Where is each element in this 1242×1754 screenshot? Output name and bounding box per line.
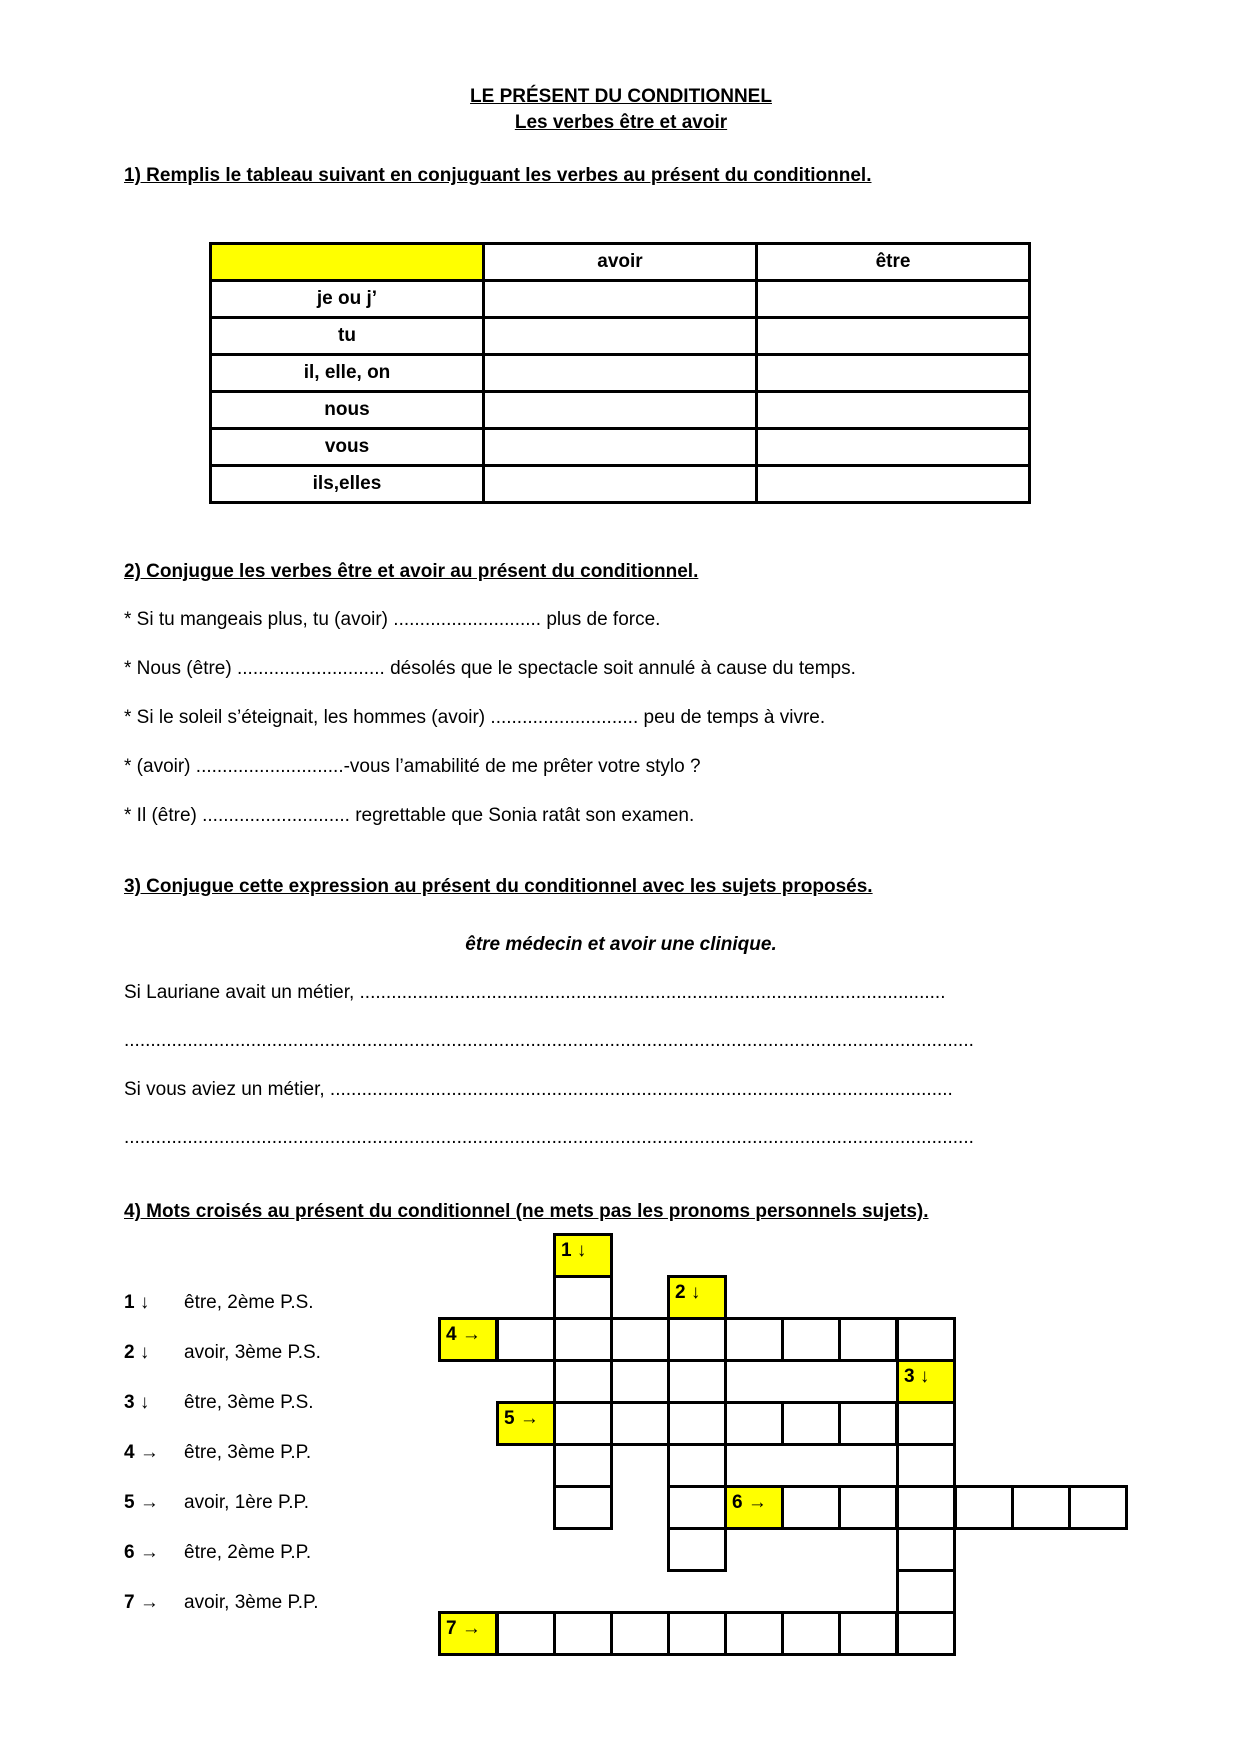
page-title: LE PRÉSENT DU CONDITIONNEL <box>470 86 772 107</box>
answer-line[interactable]: Si Lauriane avait un métier, ............................................................................................................... <box>124 982 946 1003</box>
crossword-cell[interactable] <box>1068 1485 1128 1530</box>
exercise-sentence[interactable]: * Si tu mangeais plus, tu (avoir) ............................ plus de force. <box>124 609 661 630</box>
clue-text: être, 2ème P.P. <box>184 1542 312 1563</box>
section4-heading: 4) Mots croisés au présent du conditionnel (ne mets pas les pronoms personnels sujets). <box>124 1201 929 1222</box>
crossword-cell[interactable] <box>610 1317 670 1362</box>
answer-cell[interactable] <box>757 281 1030 318</box>
crossword-cell[interactable] <box>896 1401 956 1446</box>
answer-cell[interactable] <box>484 355 757 392</box>
crossword-cell[interactable] <box>496 1611 556 1656</box>
page-subtitle: Les verbes être et avoir <box>514 112 728 133</box>
table-row-label: tu <box>211 318 484 355</box>
table-header-cell: avoir <box>484 244 757 281</box>
answer-cell[interactable] <box>757 355 1030 392</box>
clue-number: 1 ↓ <box>124 1292 150 1313</box>
crossword-cell[interactable] <box>781 1485 841 1530</box>
section3-heading: 3) Conjugue cette expression au présent du conditionnel avec les sujets proposés. <box>124 876 873 897</box>
crossword-cell[interactable] <box>667 1443 727 1488</box>
table-row <box>211 318 1030 355</box>
clue-number: 7 → <box>124 1592 159 1613</box>
answer-line[interactable]: ................................................................................................................................................................. <box>124 1127 974 1148</box>
exercise-sentence[interactable]: * Il (être) ............................ regrettable que Sonia ratât son examen. <box>124 805 695 826</box>
answer-line[interactable]: ................................................................................................................................................................. <box>124 1030 974 1051</box>
answer-cell[interactable] <box>757 429 1030 466</box>
clue-item <box>124 1292 314 1314</box>
crossword-cell[interactable] <box>781 1611 841 1656</box>
conjugation-table <box>209 242 1031 504</box>
answer-line[interactable]: Si vous aviez un métier, ...................................................................................................................... <box>124 1079 953 1100</box>
clue-item <box>124 1542 311 1564</box>
crossword-cell[interactable] <box>724 1401 784 1446</box>
crossword-cell[interactable] <box>553 1401 613 1446</box>
clue-item <box>124 1592 319 1614</box>
exercise-sentence[interactable]: * (avoir) ............................-vous l’amabilité de me prêter votre stylo ? <box>124 756 701 777</box>
clue-number: 3 ↓ <box>124 1392 150 1413</box>
table-header-row <box>211 244 1030 281</box>
clue-item <box>124 1492 309 1514</box>
answer-cell[interactable] <box>757 318 1030 355</box>
crossword-cell[interactable] <box>496 1317 556 1362</box>
crossword-cell[interactable] <box>610 1401 670 1446</box>
clue-text: être, 2ème P.S. <box>184 1292 314 1313</box>
crossword-cell[interactable] <box>667 1527 727 1572</box>
clue-text: avoir, 3ème P.S. <box>184 1342 321 1363</box>
section1-heading: 1) Remplis le tableau suivant en conjuguant les verbes au présent du conditionnel. <box>124 165 872 186</box>
crossword-cell[interactable] <box>838 1611 898 1656</box>
crossword-cell[interactable] <box>610 1611 670 1656</box>
expression-text: être médecin et avoir une clinique. <box>465 934 777 955</box>
crossword-cell[interactable] <box>954 1485 1014 1530</box>
exercise-sentence[interactable]: * Nous (être) ............................ désolés que le spectacle soit annulé à cause du temps. <box>124 658 856 679</box>
crossword-start-cell[interactable]: 6 → <box>724 1485 784 1530</box>
clue-number: 2 ↓ <box>124 1342 150 1363</box>
answer-cell[interactable] <box>484 318 757 355</box>
crossword-cell[interactable] <box>896 1527 956 1572</box>
crossword-cell[interactable] <box>553 1275 613 1320</box>
clue-item <box>124 1342 321 1364</box>
crossword-cell[interactable] <box>838 1485 898 1530</box>
crossword-cell[interactable] <box>781 1401 841 1446</box>
crossword-cell[interactable] <box>896 1317 956 1362</box>
crossword-start-cell[interactable]: 7 → <box>438 1611 498 1656</box>
table-row <box>211 281 1030 318</box>
crossword-cell[interactable] <box>667 1611 727 1656</box>
clue-text: avoir, 3ème P.P. <box>184 1592 319 1613</box>
table-row <box>211 355 1030 392</box>
clue-text: avoir, 1ère P.P. <box>184 1492 310 1513</box>
crossword-cell[interactable] <box>896 1443 956 1488</box>
crossword-cell[interactable] <box>724 1317 784 1362</box>
answer-cell[interactable] <box>484 392 757 429</box>
crossword-start-cell[interactable]: 1 ↓ <box>553 1233 613 1278</box>
table-row <box>211 429 1030 466</box>
answer-cell[interactable] <box>757 466 1030 503</box>
answer-cell[interactable] <box>484 281 757 318</box>
crossword-cell[interactable] <box>667 1317 727 1362</box>
crossword-cell[interactable] <box>553 1443 613 1488</box>
table-row-label: je ou j’ <box>211 281 484 318</box>
table-header-cell: être <box>757 244 1030 281</box>
table-row <box>211 392 1030 429</box>
crossword-cell[interactable] <box>838 1317 898 1362</box>
exercise-sentence[interactable]: * Si le soleil s’éteignait, les hommes (avoir) ............................ peu de temps à vivre. <box>124 707 826 728</box>
crossword-cell[interactable] <box>781 1317 841 1362</box>
answer-cell[interactable] <box>484 429 757 466</box>
crossword-cell[interactable] <box>896 1611 956 1656</box>
crossword-cell[interactable] <box>553 1485 613 1530</box>
clue-item <box>124 1392 314 1414</box>
clue-number: 4 → <box>124 1442 159 1463</box>
crossword-cell[interactable] <box>553 1359 613 1404</box>
crossword-cell[interactable] <box>667 1401 727 1446</box>
crossword-cell[interactable] <box>896 1569 956 1614</box>
crossword-start-cell[interactable]: 3 ↓ <box>896 1359 956 1404</box>
clue-text: être, 3ème P.S. <box>184 1392 314 1413</box>
crossword-cell[interactable] <box>667 1485 727 1530</box>
crossword-cell[interactable] <box>553 1317 613 1362</box>
answer-cell[interactable] <box>484 466 757 503</box>
table-row-label: il, elle, on <box>211 355 484 392</box>
clue-text: être, 3ème P.P. <box>184 1442 312 1463</box>
crossword-cell[interactable] <box>896 1485 956 1530</box>
crossword-cell[interactable] <box>724 1611 784 1656</box>
crossword-start-cell[interactable]: 2 ↓ <box>667 1275 727 1320</box>
table-row-label: ils,elles <box>211 466 484 503</box>
section2-heading: 2) Conjugue les verbes être et avoir au présent du conditionnel. <box>124 561 699 582</box>
crossword-start-cell[interactable]: 5 → <box>496 1401 556 1446</box>
crossword-cell[interactable] <box>1011 1485 1071 1530</box>
clue-item <box>124 1442 311 1464</box>
table-row-label: nous <box>211 392 484 429</box>
clue-number: 5 → <box>124 1492 159 1513</box>
crossword-cell[interactable] <box>838 1401 898 1446</box>
crossword-start-cell[interactable]: 4 → <box>438 1317 498 1362</box>
crossword-cell[interactable] <box>667 1359 727 1404</box>
table-row <box>211 466 1030 503</box>
answer-cell[interactable] <box>757 392 1030 429</box>
table-header-cell <box>211 244 484 281</box>
crossword-cell[interactable] <box>553 1611 613 1656</box>
clue-number: 6 → <box>124 1542 159 1563</box>
table-row-label: vous <box>211 429 484 466</box>
